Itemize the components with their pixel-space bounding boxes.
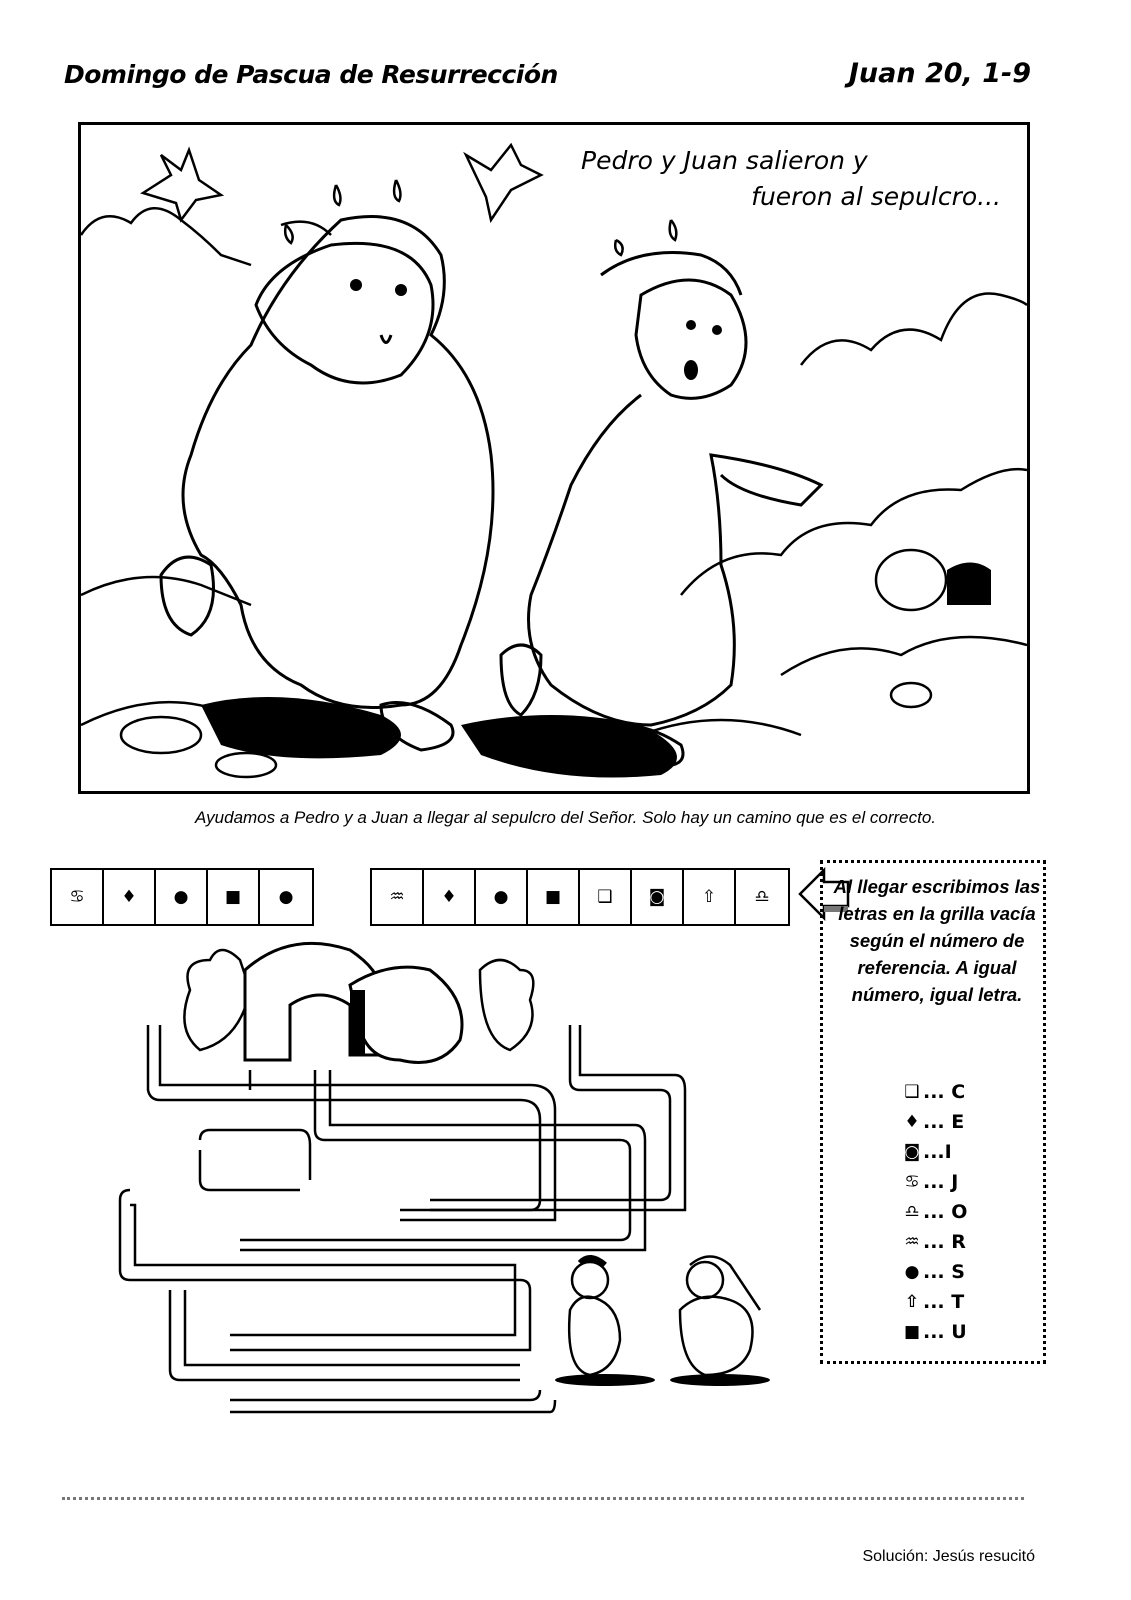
key-letter: ... J [923,1171,959,1193]
key-symbol: ◙ [903,1142,921,1162]
instruction-text: Ayudamos a Pedro y a Juan a llegar al sepulcro del Señor. Solo hay un camino que es el correcto. [194,808,937,827]
key-symbol: ■ [903,1322,921,1342]
key-box [820,860,1046,1364]
key-item [901,1287,967,1317]
cipher-word-1 [50,868,314,926]
key-symbol: ♒ [904,1232,920,1252]
speech-line-1: Pedro y Juan salieron y [581,146,868,175]
key-item [901,1317,967,1347]
key-letter: ... T [923,1291,965,1313]
bush-icon [184,950,250,1050]
speech-caption [581,143,1001,215]
cipher-cell[interactable]: ♦ [104,870,156,924]
cipher-cell[interactable]: ♒ [372,870,424,924]
key-letter: ... O [923,1201,968,1223]
key-item [901,1227,967,1257]
key-symbol: ♎ [904,1202,920,1222]
page-title: Domingo de Pascua de Resurrección [64,60,558,89]
cipher-cell[interactable]: ■ [528,870,580,924]
key-item [901,1167,967,1197]
answer-line[interactable] [62,1497,1024,1500]
key-item [901,1077,967,1107]
key-letter: ... E [923,1111,965,1133]
key-item [901,1197,967,1227]
key-symbol: ⇧ [904,1292,920,1312]
cipher-cell[interactable]: ● [476,870,528,924]
cipher-cell[interactable]: ♎ [754,887,770,907]
key-letter: ... C [923,1081,966,1103]
cipher-cell[interactable]: ◙ [632,870,684,924]
key-letter: ... U [923,1321,967,1343]
key-letter: ... S [923,1261,965,1283]
key-symbol: ♋ [904,1172,920,1192]
cipher-cell[interactable]: ❑ [580,870,632,924]
key-instructions: Al llegar escribimos las letras en la grilla vacía según el número de referencia. A igual número, igual letra. [833,876,1041,1005]
maze[interactable] [100,930,800,1430]
bush-icon [480,960,533,1050]
scene-drawing [81,125,1027,791]
maze-paths [120,1025,685,1412]
key-item [901,1107,967,1137]
key-symbol: ♦ [904,1112,920,1132]
cipher-cell[interactable]: ● [156,870,208,924]
cipher-word-2 [370,868,790,926]
speech-line-2: fueron al sepulcro... [751,182,1001,211]
illustration-scene [78,122,1030,794]
key-letter: ...I [923,1141,952,1163]
key-item [901,1137,967,1167]
cipher-cell[interactable]: ■ [208,870,260,924]
cipher-cell[interactable]: ⇧ [684,870,736,924]
shadow [670,1374,770,1386]
key-symbol: ❑ [904,1082,920,1102]
solution-text: Solución: Jesús resucitó [862,1548,1035,1565]
key-item [901,1257,967,1287]
key-list [901,1077,967,1347]
cipher-cell[interactable]: ● [278,887,294,907]
key-letter: ... R [923,1231,966,1253]
juan-figure [569,1297,620,1375]
bible-reference: Juan 20, 1-9 [848,58,1031,89]
key-symbol: ● [904,1262,920,1282]
shadow [555,1374,655,1386]
cipher-cell[interactable]: ♦ [424,870,476,924]
cipher-cell[interactable]: ♋ [52,870,104,924]
pedro-figure [680,1297,753,1375]
